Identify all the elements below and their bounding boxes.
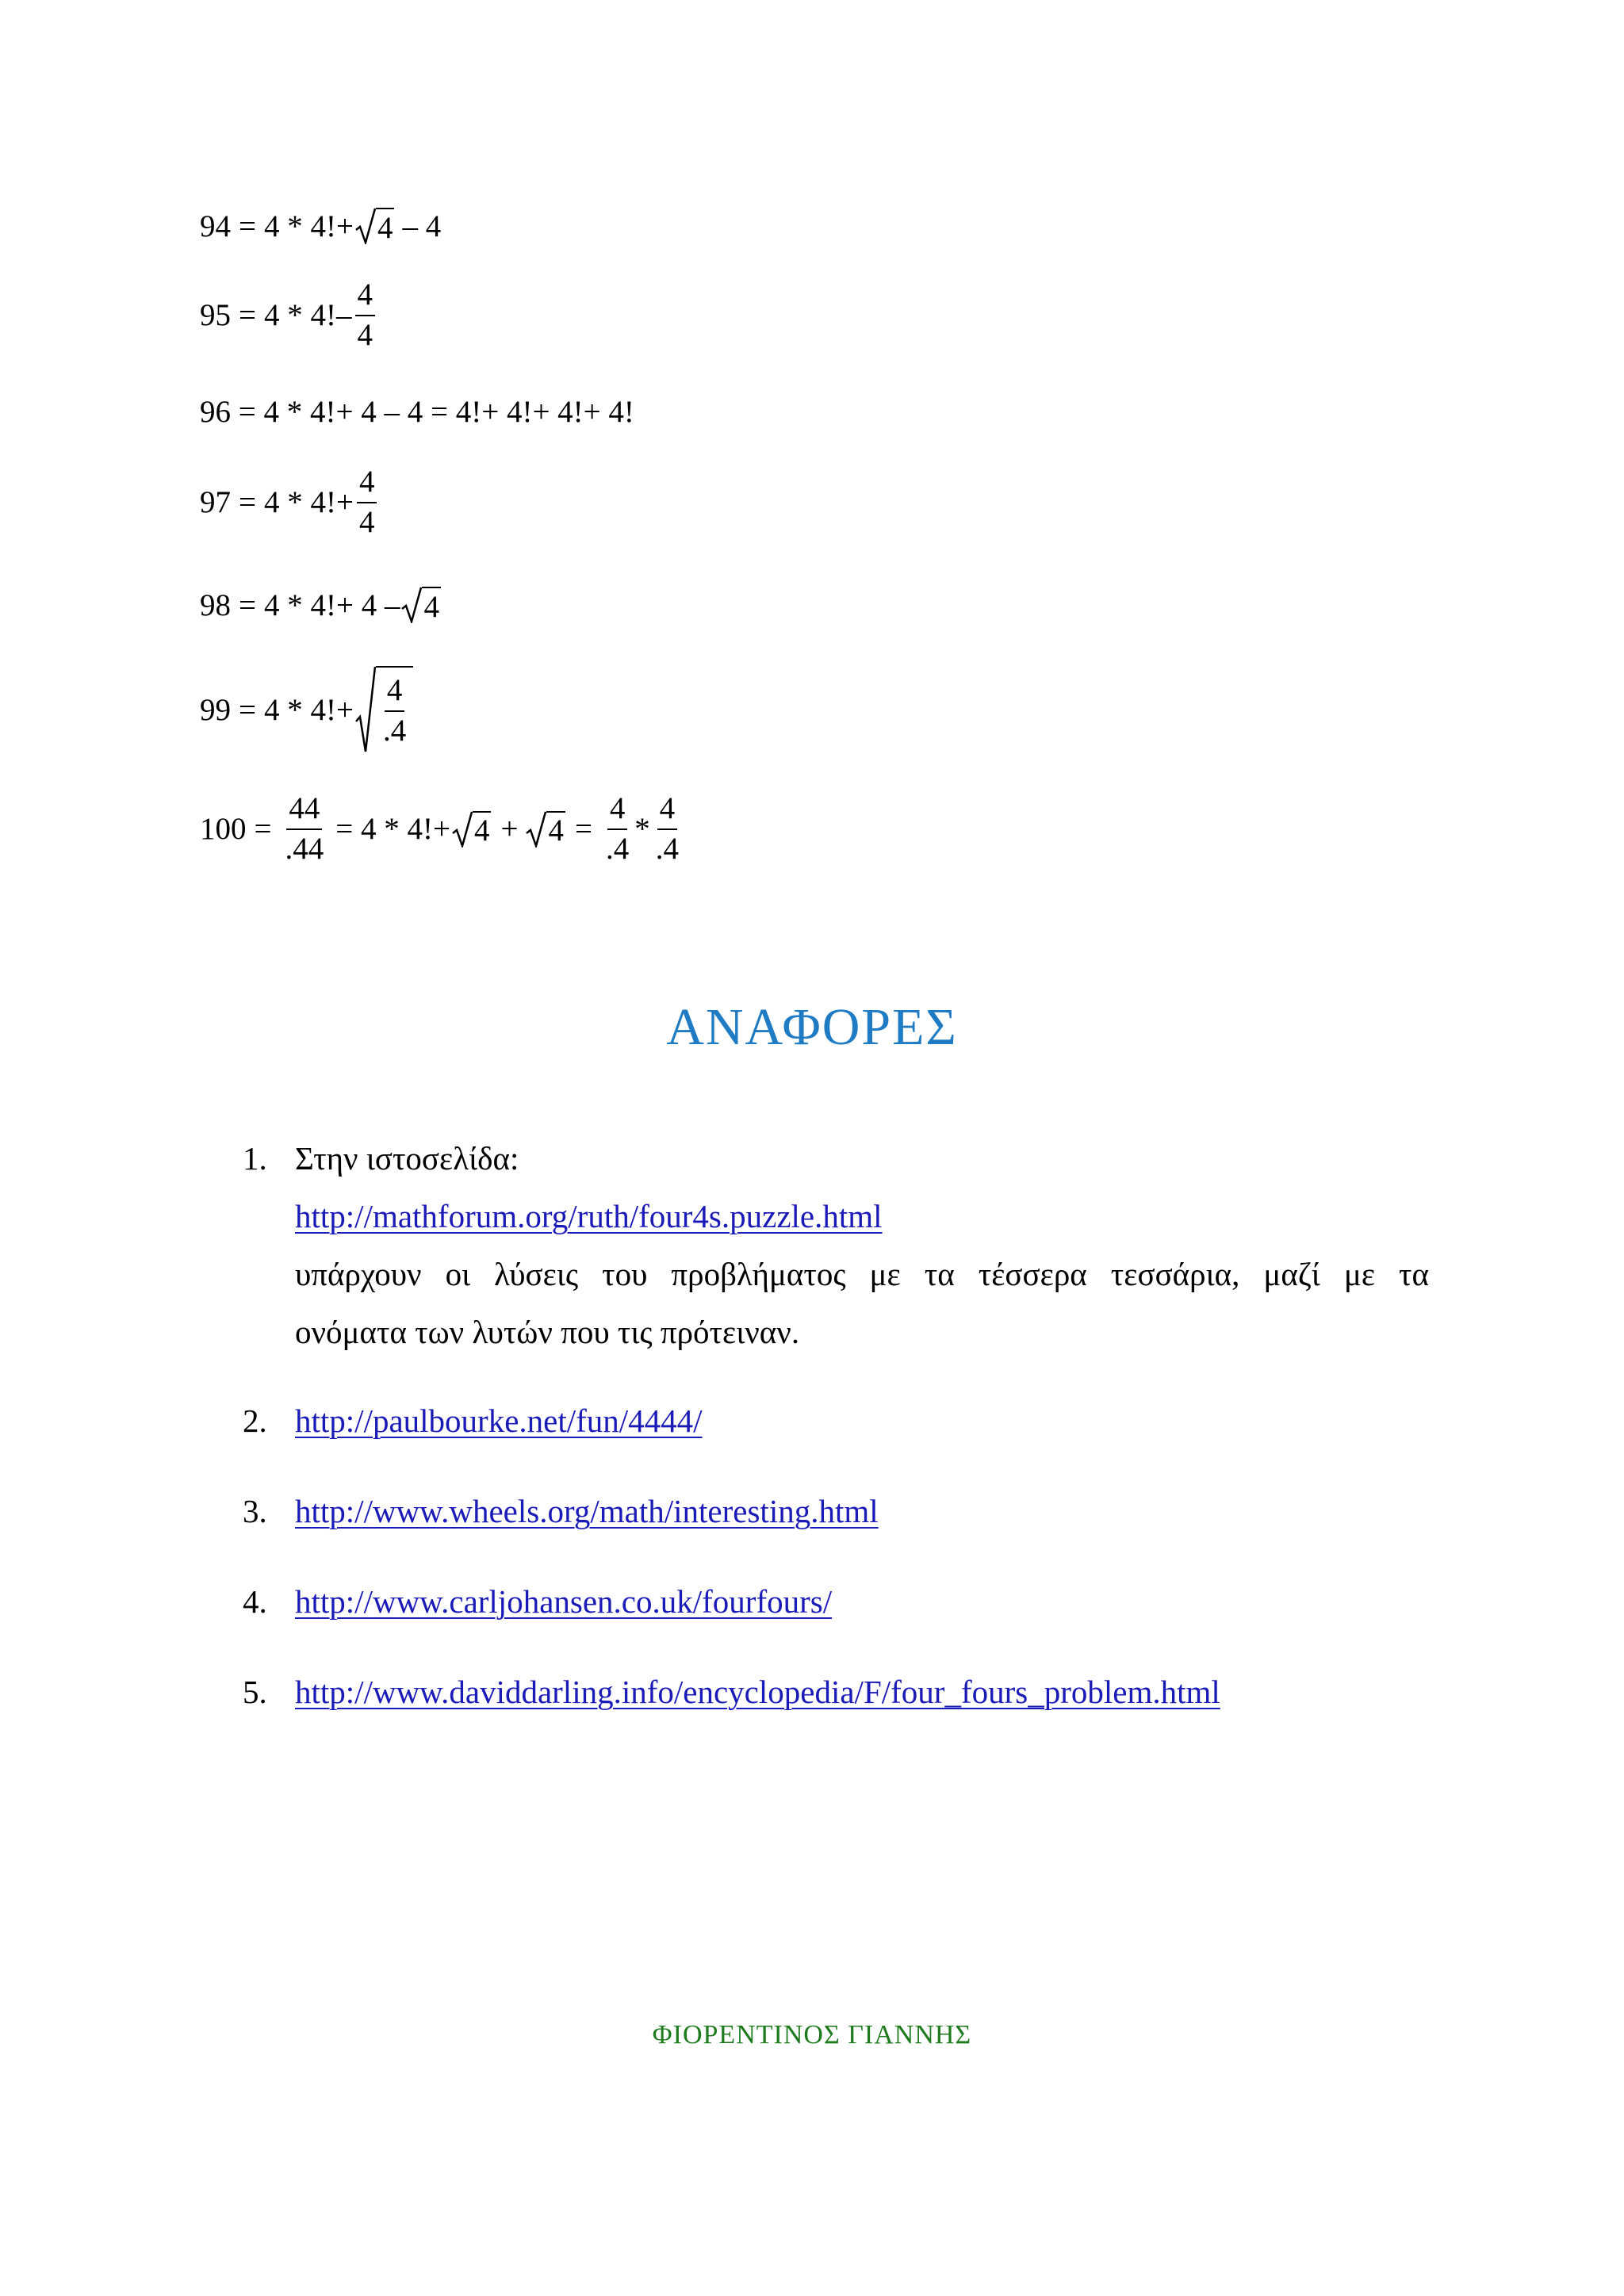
reference-item-3 <box>243 1483 1429 1540</box>
radicand: 4 <box>473 811 492 848</box>
radicand: 4 <box>546 811 565 848</box>
eq-part: 4 * 4!– <box>264 298 352 333</box>
reference-link-3[interactable]: http://www.wheels.org/math/interesting.html <box>295 1493 879 1529</box>
footer-author: ΦΙΟΡΕΝΤΙΝΟΣ ΓΙΑΝΝΗΣ <box>652 2020 972 2049</box>
reference-item-2 <box>243 1392 1429 1450</box>
numerator: 44 <box>286 793 322 830</box>
reference-link-2[interactable]: http://paulbourke.net/fun/4444/ <box>295 1402 703 1439</box>
eq-sign: = <box>239 587 256 622</box>
equation-98 <box>200 587 442 623</box>
radical-sign-icon <box>355 666 376 753</box>
square-root <box>526 811 565 848</box>
fraction <box>381 675 408 748</box>
eq-lhs: 99 <box>200 692 231 727</box>
plus-sign: + <box>500 812 519 847</box>
eq-sign: = <box>254 812 272 847</box>
reference-link-5[interactable]: http://www.daviddarling.info/encyclopedia/F/four_fours_problem.html <box>295 1674 1220 1710</box>
eq-lhs: 98 <box>200 587 231 622</box>
list-number: 4. <box>243 1583 267 1620</box>
eq-part: – 4 <box>402 209 442 243</box>
numerator: 4 <box>385 675 405 712</box>
numerator: 4 <box>357 466 377 503</box>
eq-sign: = <box>239 209 256 243</box>
eq-lhs: 97 <box>200 485 231 520</box>
eq-lhs: 94 <box>200 209 231 243</box>
reference-item-1 <box>243 1130 1429 1361</box>
fraction <box>653 793 681 866</box>
list-number: 5. <box>243 1674 267 1710</box>
eq-sign: = <box>239 298 256 333</box>
list-number: 2. <box>243 1402 267 1439</box>
times-sign: * <box>634 812 650 847</box>
eq-part: 4 * 4!+ <box>264 692 354 727</box>
square-root <box>452 811 492 848</box>
square-root <box>355 666 413 753</box>
denominator: 4 <box>357 317 373 352</box>
reference-description: ονόματα των λυτών που τις πρότειναν. <box>295 1314 800 1350</box>
reference-description: υπάρχουν οι λύσεις του προβλήματος με τα τέσσερα τεσσάρια, μαζί με τα <box>295 1256 1429 1292</box>
list-number: 1. <box>243 1140 267 1177</box>
numerator: 4 <box>657 793 678 830</box>
eq-text: 96 = 4 * 4!+ 4 – 4 = 4!+ 4!+ 4!+ 4! <box>200 395 634 429</box>
eq-sign: = <box>239 692 256 727</box>
equation-97 <box>200 466 380 539</box>
radicand <box>376 666 413 753</box>
eq-sign: = <box>239 485 256 520</box>
eq-part: 4 * 4!+ 4 – <box>264 587 400 622</box>
eq-lhs: 100 <box>200 812 247 847</box>
equation-100 <box>200 793 684 866</box>
eq-part: 4 * 4!+ <box>264 209 354 243</box>
radicand: 4 <box>422 587 441 623</box>
reference-item-4 <box>243 1573 1429 1631</box>
fraction <box>603 793 631 866</box>
denominator: .4 <box>605 831 630 866</box>
radical-sign-icon <box>401 587 422 623</box>
eq-lhs: 95 <box>200 298 231 333</box>
denominator: .4 <box>382 714 407 748</box>
radical-sign-icon <box>452 811 473 848</box>
fraction <box>283 793 327 866</box>
numerator: 4 <box>355 279 376 316</box>
equation-99 <box>200 666 415 753</box>
square-root <box>401 587 441 623</box>
denominator: 4 <box>358 504 375 539</box>
reference-item-5 <box>243 1663 1429 1721</box>
numerator: 4 <box>607 793 628 830</box>
radicand: 4 <box>376 208 395 244</box>
fraction <box>355 279 376 352</box>
list-number: 3. <box>243 1493 267 1529</box>
eq-part: = 4 * 4!+ <box>335 812 450 847</box>
square-root <box>355 208 395 244</box>
radical-sign-icon <box>526 811 546 848</box>
equation-94 <box>200 208 441 244</box>
fraction <box>357 466 377 539</box>
reference-link-4[interactable]: http://www.carljohansen.co.uk/fourfours/ <box>295 1583 833 1620</box>
eq-sign: = <box>574 812 592 847</box>
radical-sign-icon <box>355 208 376 244</box>
equation-96 <box>200 396 634 427</box>
eq-part: 4 * 4!+ <box>264 485 354 520</box>
references-heading: ΑΝΑΦΟΡΕΣ <box>666 998 958 1056</box>
denominator: .4 <box>655 831 679 866</box>
equation-95 <box>200 279 378 352</box>
reference-link-1[interactable]: http://mathforum.org/ruth/four4s.puzzle.html <box>295 1198 883 1234</box>
reference-intro: Στην ιστοσελίδα: <box>295 1140 519 1177</box>
denominator: .44 <box>285 831 324 866</box>
